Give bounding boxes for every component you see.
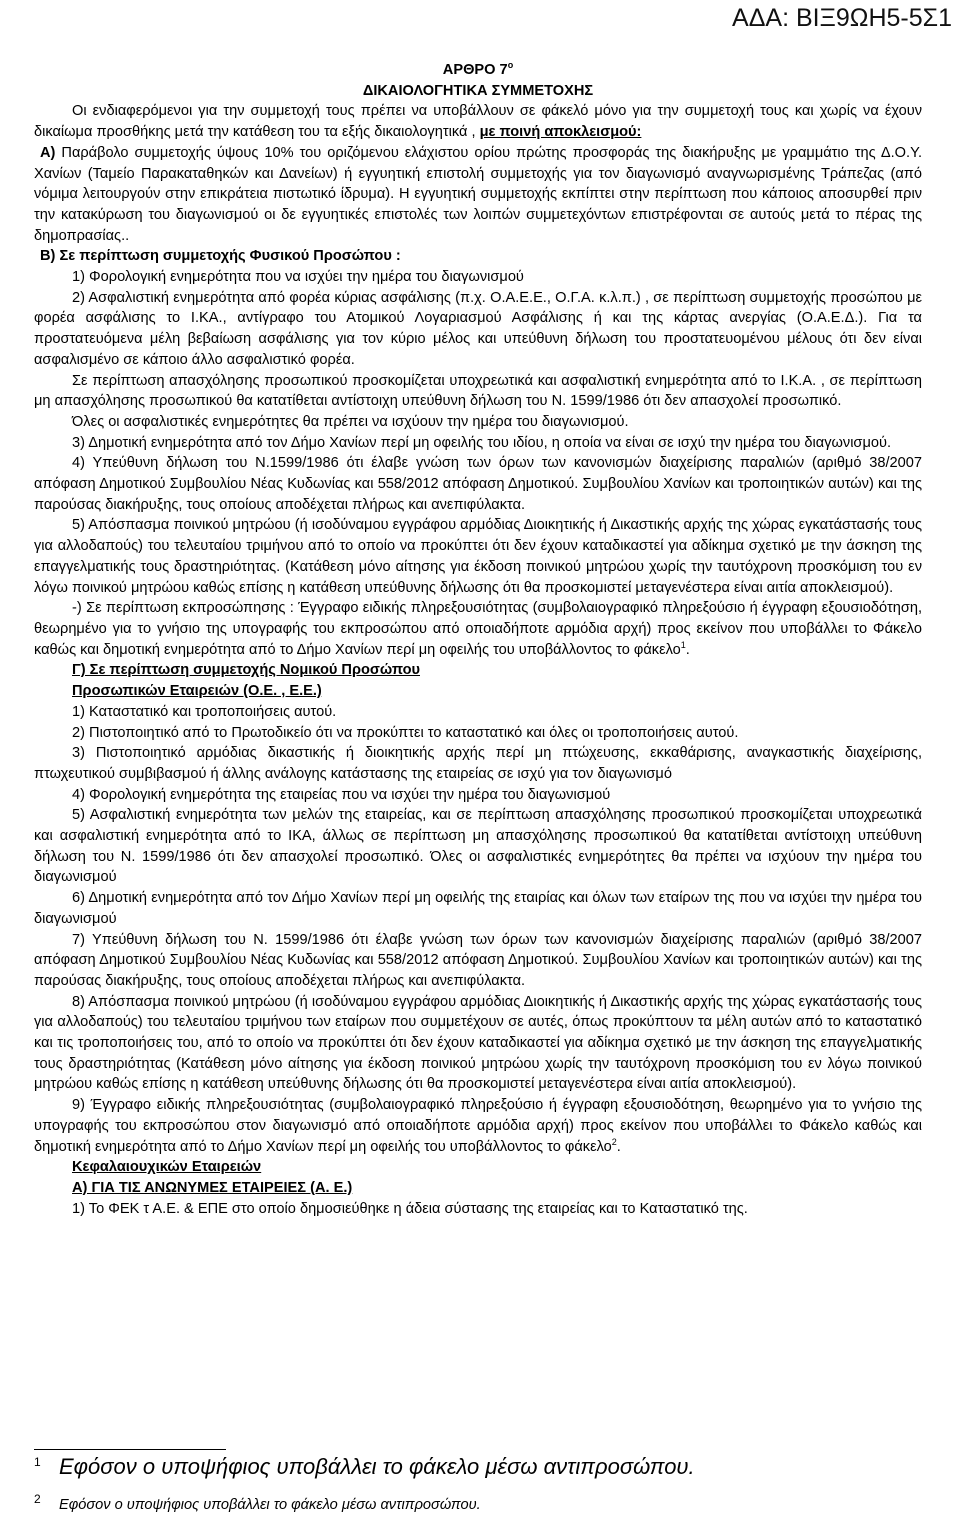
c-item-3: 3) Πιστοποιητικό αρμόδιας δικαστικής ή διοικητικής αρχής περί μη πτώχευσης, εκκαθάρισης, αναγκαστικής διαχείρισης, πτωχευτικού συμβιβασμού ή άλλης ανάλογης κατάστασης της εταιρείας σε ισχύ για τον διαγωνισμό: [34, 745, 922, 782]
exclusion-penalty: με ποινή αποκλεισμού:: [479, 124, 642, 141]
b-item-5: 5) Απόσπασμα ποινικού μητρώου (ή ισοδύναμου εγγράφου αρμόδιας Διοικητικής ή Δικαστικής αρχής της χώρας εγκατάστασής τους για αλλοδαπούς) του τελευταίου τριμήνου από το οποίο να προκύπτει ότι δεν έχουν καταδικαστεί για αδίκημα σχετικό με την άσκηση της επαγγελματικής τους δραστηριότητας. (Κατάθεση μόνο αίτησης για έκδοση ποινικού μητρώου χωρίς την ταυτόχρονη προσκόμιση του εν λόγω ποινικού μητρώου καθώς επίσης η κατάθεση υπεύθυνης δήλωσης ότι θα προσκομιστεί μεταγενέστερα είναι αιτία αποκλεισμού).: [34, 517, 922, 596]
c-item-8: 8) Απόσπασμα ποινικού μητρώου (ή ισοδύναμου εγγράφου αρμόδιας Διοικητικής ή Δικαστικής αρχής της χώρας εγκατάστασής τους για αλλοδαπούς) του τελευταίου τριμήνου των εταίρων που συμμετέχουν σε αυτές, όπως προκύπτουν τα μέλη αυτών από το καταστατικό και τις τροποποιήσεις του, από το οποίο να προκύπτει ότι δεν έχουν καταδικαστεί για αδίκημα σχετικό με την άσκηση της επαγγελματικής τους δραστηριότητας (Κατάθεση μόνο αίτησης για έκδοση ποινικού μητρώου χωρίς την ταυτόχρονη προσκόμιση του εν λόγω ποινικού μητρώου καθώς επίσης η κατάθεση υπεύθυνης δήλωσης ότι θα προσκομιστεί μεταγενέστερα είναι αιτία αποκλεισμού).: [34, 993, 922, 1093]
document-body: [34, 60, 922, 1219]
section-c-heading: Γ) Σε περίπτωση συμμετοχής Νομικού Προσώπου: [72, 662, 420, 679]
section-c-subheading: Προσωπικών Εταιρειών (Ο.Ε. , Ε.Ε.): [72, 683, 322, 700]
c-item-1: 1) Καταστατικό και τροποποιήσεις αυτού.: [72, 703, 337, 720]
c-item-5: 5) Ασφαλιστική ενημερότητα των μελών της εταιρείας, και σε περίπτωση απασχόλησης προσωπικού προσκομίζεται υποχρεωτικά και ασφαλιστική ενημερότητα από το ΙΚΑ, άλλως σε περίπτωση μη απασχόλησης προσωπικού θα κατατίθεται αντίστοιχη υπεύθυνη δήλωση του Ν. 1599/1986 ότι δεν απασχολεί προσωπικό. Όλες οι ασφαλιστικές ενημερότητες θα πρέπει να ισχύουν την ημέρα του διαγωνισμού: [34, 807, 922, 886]
ada-code: ΑΔΑ: ΒΙΞ9ΩΗ5-5Σ1: [732, 4, 952, 32]
c-item-6: 6) Δημοτική ενημερότητα από τον Δήμο Χανίων περί μη οφειλής της εταιρίας και όλων των εταίρων της που να ισχύει την ημέρα του διαγωνισμού: [34, 890, 922, 927]
capital-companies-heading: Κεφαλαιουχικών Εταιρειών: [72, 1159, 262, 1176]
b-item-1: 1) Φορολογική ενημερότητα που να ισχύει την ημέρα του διαγωνισμού: [72, 269, 524, 286]
footnote-2: 2 Εφόσον ο υποψήφιος υποβάλλει το φάκελο μέσω αντιπροσώπου.: [34, 1492, 481, 1513]
c-item-7: 7) Υπεύθυνη δήλωση του Ν. 1599/1986 ότι έλαβε γνώση των όρων των κανονισμών διαχείρισης παραλιών (αριθμό 38/2007 απόφαση Δημοτικού Συμβουλίου Νέας Κυδωνίας και 558/2012 απόφαση Δημοτικού. Συμβουλίου Χανίων και τροποιητικών αυτών) και της παρούσας διακήρυξης, τους οποίους αποδέχεται πλήρως και ανεπιφύλακτα.: [34, 931, 922, 989]
ae-item-1: 1) Το ΦΕΚ τ Α.Ε. & ΕΠΕ στο οποίο δημοσιεύθηκε η άδεια σύστασης της εταιρείας και το Καταστατικό της.: [72, 1200, 748, 1217]
article-title: ΑΡΘΡΟ $7^o$: [442, 60, 514, 78]
footnote-1: 1 Εφόσον ο υποψήφιος υποβάλλει το φάκελο μέσω αντιπροσώπου.: [34, 1454, 695, 1479]
c-item-9: 9) Έγγραφο ειδικής πληρεξουσιότητας (συμβολαιογραφικό πληρεξούσιο ή έγγραφη εξουσιοδότηση, θεωρημένο για το γνήσιο της υπογραφής του εκπροσώπου στον διαγωνισμό από οποιαδήποτε αρμόδια αρχή) προς εκείνον που υποβάλλει το Φάκελο καθώς και δημοτική ενημερότητα από το Δήμο Χανίων περί μη οφειλής του υποβάλλοντος το φάκελο$^2$.: [34, 1097, 922, 1155]
section-b-heading: Β) Σε περίπτωση συμμετοχής Φυσικού Προσώπου :: [40, 248, 401, 265]
b-item-3: 3) Δημοτική ενημερότητα από τον Δήμο Χανίων περί μη οφειλής του ιδίου, η οποία να είναι σε ισχύ την ημέρα του διαγωνισμού.: [72, 434, 892, 451]
b-item-4: 4) Υπεύθυνη δήλωση του Ν.1599/1986 ότι έλαβε γνώση των όρων των κανονισμών διαχείρισης παραλιών (αριθμό 38/2007 απόφαση Δημοτικού Συμβουλίου Νέας Κυδωνίας και 558/2012 απόφαση Δημοτικού. Συμβουλίου Χανίων και τροποιητικών αυτών) και της παρούσας διακήρυξης, τους οποίους αποδέχεται πλήρως και ανεπιφύλακτα.: [34, 455, 922, 513]
intro-paragraph: Οι ενδιαφερόμενοι για την συμμετοχή τους πρέπει να υποβάλλουν σε φάκελό μόνο για την συμμετοχή τους και χωρίς να έχουν δικαίωμα προσθήκης μετά την κατάθεση του τα εξής δικαιολογητικά , με ποινή αποκλεισμού:: [34, 103, 922, 141]
article-subtitle: ΔΙΚΑΙΟΛΟΓΗΤΙΚΑ ΣΥΜΜΕΤΟΧΗΣ: [362, 82, 594, 99]
ae-heading: Α) ΓΙΑ ΤΙΣ ΑΝΩΝΥΜΕΣ ΕΤΑΙΡΕΙΕΣ (Α. Ε.): [72, 1179, 353, 1196]
b-item-2-staff: Σε περίπτωση απασχόλησης προσωπικού προσκομίζεται υποχρεωτικά και ασφαλιστική ενημερότητα από το Ι.Κ.Α. , σε περίπτωση μη απασχόλησης προσωπικού θα κατατίθεται αντίστοιχη υπεύθυνη δήλωση του Ν. 1599/1986 ότι δεν απασχολεί προσωπικό.: [34, 372, 922, 410]
b-item-2-all: Όλες οι ασφαλιστικές ενημερότητες θα πρέπει να ισχύουν την ημέρα του διαγωνισμού.: [72, 413, 629, 430]
footnote-separator: [34, 1449, 226, 1450]
b-item-2: 2) Ασφαλιστική ενημερότητα από φορέα κύριας ασφάλισης (π.χ. Ο.Α.Ε.Ε., Ο.Γ.Α. κ.λ.π.) , σε περίπτωση συμμετοχής προσώπου με φορέα ασφάλισης το Ι.ΚΑ., αντίγραφο του Ατομικού Λογαριασμού Ασφάλισης ή και της κάρτας ανεργίας (Ο.Α.Ε.Δ.). Για τα προστατευόμενα μέλη βεβαίωση ασφάλισης για τον κύριο μέλος και υπεύθυνη δήλωση του προστατευομένου μέλους ότι δεν είναι ασφαλισμένο σε κάποιο άλλο ασφαλιστικό φορέα.: [34, 289, 922, 368]
c-item-4: 4) Φορολογική ενημερότητα της εταιρείας που να ισχύει την ημέρα του διαγωνισμού: [72, 786, 611, 803]
c-item-2: 2) Πιστοποιητικό από το Πρωτοδικείο ότι να προκύπτει το καταστατικό και όλες οι τροποποιήσεις αυτού.: [72, 724, 739, 741]
b-representation: -) Σε περίπτωση εκπροσώπησης : Έγγραφο ειδικής πληρεξουσιότητας (συμβολαιογραφικό πληρεξούσιο ή έγγραφη εξουσιοδότηση, θεωρημένο για το γνήσιο της υπογραφής του εκπροσώπου από οποιαδήποτε αρμόδια αρχή) προς εκείνον που υποβάλλει το Φάκελο καθώς και δημοτική ενημερότητα από το Δήμο Χανίων περί μη οφειλής του υποβάλλοντος το φάκελο$^1$.: [34, 600, 922, 658]
section-a: Α) Παράβολο συμμετοχής ύψους 10% του οριζόμενου ελάχιστου ορίου πρώτης προσφοράς της διακήρυξης με γραμμάτιο της Δ.Ο.Υ. Χανίων (Ταμείο Παρακαταθηκών και Δανείων) ή εγγυητική επιστολή συμμετοχής για τον διαγωνισμό αναγνωρισμένης Τράπεζας (από νόμιμα λειτουργούν στην επικράτεια πιστωτικό ίδρυμα). Η εγγυητική συμμετοχής εκπίπτει στην περίπτωση που κάποιος αποσυρθεί πριν την κατακύρωση του διαγωνισμού οι δε εγγυητικές επιστολές των λοιπών συμμετεχόντων επιστρέφονται σε αυτούς μετά το πέρας της δημοπρασίας..: [34, 144, 923, 244]
